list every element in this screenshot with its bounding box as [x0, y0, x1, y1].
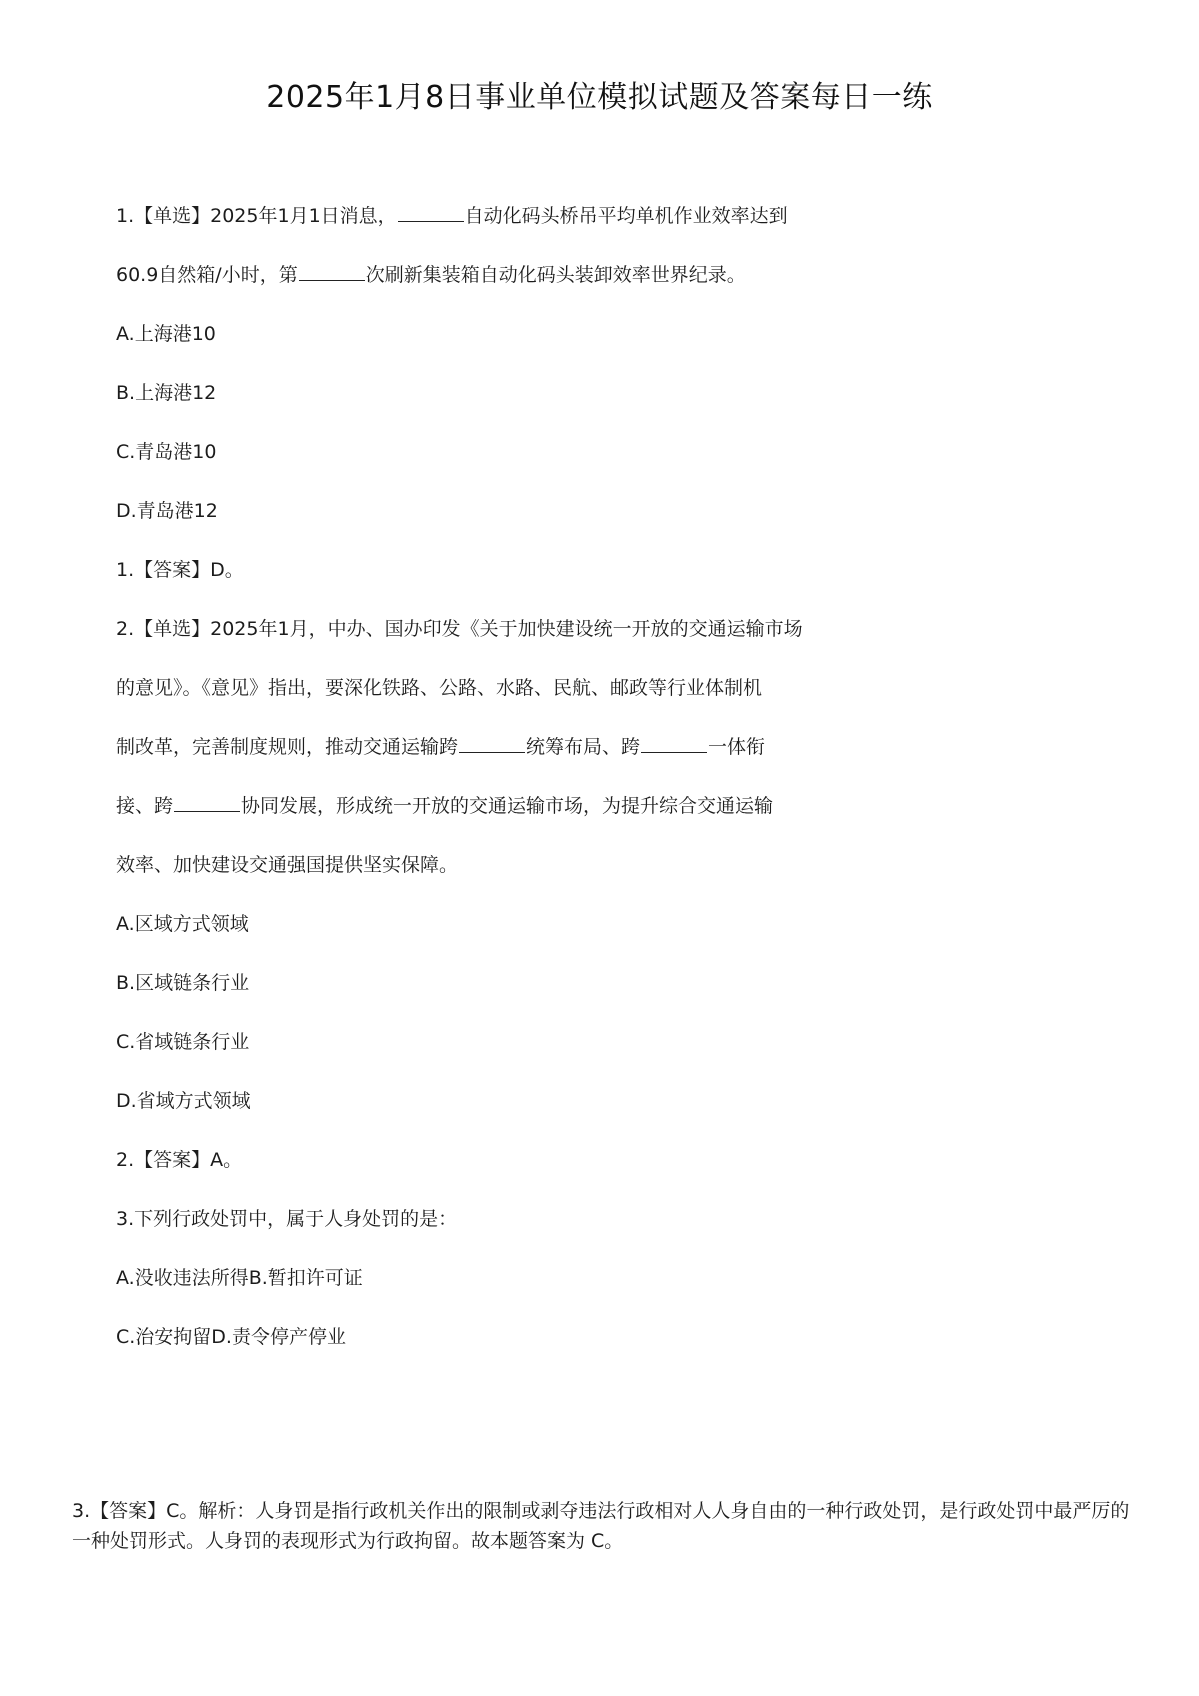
fill-blank [459, 734, 525, 753]
q1-answer: 1.【答案】D。 [116, 559, 244, 581]
q2-stem-line-3 [116, 734, 765, 760]
q2-stem-text: 一体衔 [708, 736, 766, 758]
q3-stem: 3.下列行政处罚中，属于人身处罚的是： [116, 1208, 458, 1230]
fill-blank [641, 734, 707, 753]
q2-answer: 2.【答案】A。 [116, 1149, 243, 1171]
fill-blank [174, 793, 240, 812]
q2-option-a: A.区域方式领域 [116, 913, 249, 935]
q1-stem-text: 次刷新集装箱自动化码头装卸效率世界纪录。 [365, 264, 746, 286]
q2-stem-line-5: 效率、加快建设交通强国提供坚实保障。 [116, 854, 459, 876]
q1-stem-line-2 [116, 262, 746, 288]
q1-stem-text: 自动化码头桥吊平均单机作业效率达到 [464, 205, 788, 227]
q2-stem-line-4 [116, 793, 773, 819]
q2-stem-text: 统筹布局、跨 [526, 736, 641, 758]
q1-stem-text: 60.9自然箱/小时，第 [116, 264, 298, 286]
q1-stem-text: 1.【单选】2025年1月1日消息， [116, 205, 397, 227]
q1-option-a: A.上海港10 [116, 323, 216, 345]
q2-stem-line-1: 2.【单选】2025年1月，中办、国办印发《关于加快建设统一开放的交通运输市场 [116, 618, 803, 640]
q2-option-d: D.省域方式领域 [116, 1090, 251, 1112]
q2-stem-line-2: 的意见》。《意见》指出，要深化铁路、公路、水路、民航、邮政等行业体制机 [116, 677, 763, 699]
q3-options-ab: A.没收违法所得B.暂扣许可证 [116, 1267, 363, 1289]
q2-stem-text: 接、跨 [116, 795, 174, 817]
q3-options-cd: C.治安拘留D.责令停产停业 [116, 1326, 346, 1348]
q1-option-c: C.青岛港10 [116, 441, 217, 463]
q2-option-b: B.区域链条行业 [116, 972, 250, 994]
q2-option-c: C.省域链条行业 [116, 1031, 250, 1053]
q2-stem-text: 制改革，完善制度规则，推动交通运输跨 [116, 736, 459, 758]
q1-option-d: D.青岛港12 [116, 500, 218, 522]
q2-stem-text: 协同发展，形成统一开放的交通运输市场，为提升综合交通运输 [241, 795, 774, 817]
q3-answer-explanation: 3.【答案】C。解析：人身罚是指行政机关作出的限制或剥夺违法行政相对人人身自由的一种行政处罚，是行政处罚中最严厉的一种处罚形式。人身罚的表现形式为行政拘留。故本题答案为 C。 [72, 1500, 1130, 1552]
q1-stem-line-1 [116, 203, 788, 229]
q1-option-b: B.上海港12 [116, 382, 217, 404]
fill-blank [299, 262, 365, 281]
page-title: 2025年1月8日事业单位模拟试题及答案每日一练 [266, 80, 933, 115]
fill-blank [398, 203, 464, 222]
